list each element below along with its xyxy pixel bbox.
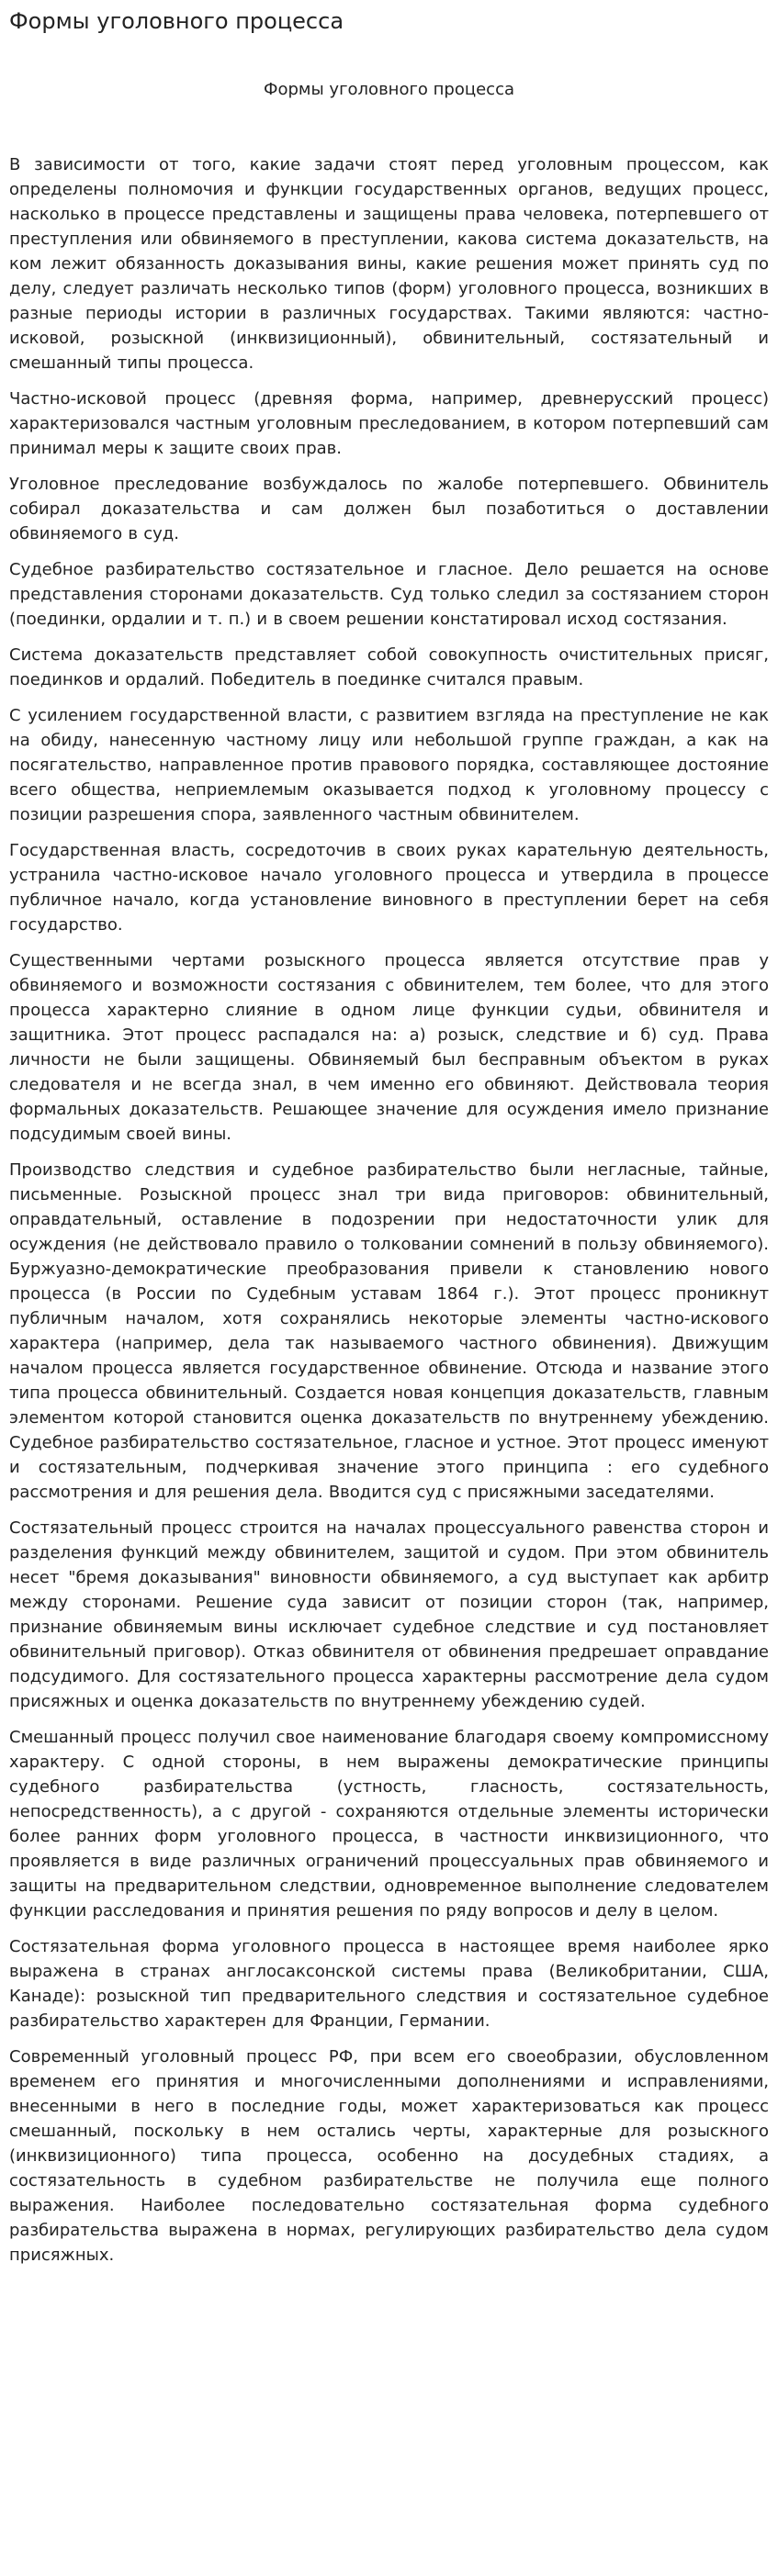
document-title: Формы уголовного процесса: [263, 80, 515, 99]
paragraph: Состязательная форма уголовного процесса в настоящее время наиболее ярко выражена в странах англосаксонской системы права (Великобритании, США, Канаде): розыскной тип предварительного следствия и состязательное судебное разбирательство характерен для Франции, Германии.: [9, 1937, 769, 2031]
paragraph: Смешанный процесс получил свое наименование благодаря своему компромиссному характеру. С одной стороны, в нем выражены демократические принципы судебного разбирательства (устность, гласность, состязательность, непосредственность), а с другой - сохраняются отдельные элементы исторически более ранних форм уголовного процесса, в частности инквизиционного, что проявляется в виде различных ограничений процессуальных прав обвиняемого и защиты на предварительном следствии, одновременное выполнение следователем функции расследования и принятия решения по ряду вопросов и делу в целом.: [9, 1728, 769, 1921]
paragraph: Судебное разбирательство состязательное и гласное. Дело решается на основе представления сторонами доказательств. Суд только следил за состязанием сторон (поединки, ордалии и т. п.) и в своем решении констатировал исход состязания.: [9, 560, 769, 629]
paragraph: Государственная власть, сосредоточив в своих руках карательную деятельность, устранила частно-исковое начало уголовного процесса и утвердила в процессе публичное начало, когда установление виновного в преступлении берет на себя государство.: [9, 841, 769, 935]
paragraph: Система доказательств представляет собой совокупность очистительных присяг, поединков и ордалий. Победитель в поединке считался правым.: [9, 645, 769, 689]
page-header: Формы уголовного процесса: [9, 8, 344, 34]
paragraph: Существенными чертами розыскного процесса является отсутствие прав у обвиняемого и возможности состязания с обвинителем, тем более, что для этого процесса характерно слияние в одном лице функции судьи, обвинителя и защитника. Этот процесс распадался на: а) розыск, следствие и б) суд. Права личности не были защищены. Обвиняемый был бесправным объектом в руках следователя и не всегда знал, в чем именно его обвиняют. Действовала теория формальных доказательств. Решающее значение для осуждения имело признание подсудимым своей вины.: [9, 951, 769, 1144]
paragraph: Уголовное преследование возбуждалось по жалобе потерпевшего. Обвинитель собирал доказательства и сам должен был позаботиться о доставлении обвиняемого в суд.: [9, 475, 769, 543]
paragraph: Современный уголовный процесс РФ, при всем его своеобразии, обусловленном временем его принятия и многочисленными дополнениями и исправлениями, внесенными в него в последние годы, может характеризоваться как процесс смешанный, поскольку в нем остались черты, характерные для розыскного (инквизиционного) типа процесса, особенно на досудебных стадиях, а состязательность в судебном разбирательстве не получила еще полного выражения. Наиболее последовательно состязательная форма судебного разбирательства выражена в нормах, регулирующих разбирательство дела судом присяжных.: [9, 2047, 769, 2265]
paragraph: Состязательный процесс строится на началах процессуального равенства сторон и разделения функций между обвинителем, защитой и судом. При этом обвинитель несет "бремя доказывания" виновности обвиняемого, а суд выступает как арбитр между сторонами. Решение суда зависит от позиции сторон (так, например, признание обвиняемым вины исключает судебное следствие и суд постановляет обвинительный приговор). Отказ обвинителя от обвинения предрешает оправдание подсудимого. Для состязательного процесса характерны рассмотрение дела судом присяжных и оценка доказательств по внутреннему убеждению судей.: [9, 1518, 769, 1711]
document-body: [9, 152, 769, 2268]
paragraph: С усилением государственной власти, с развитием взгляда на преступление не как на обиду, нанесенную частному лицу или небольшой группе граждан, а как на посягательство, направленное против правового порядка, составляющее достояние всего общества, неприемлемым оказывается подход к уголовному процессу с позиции разрешения спора, заявленного частным обвинителем.: [9, 706, 769, 824]
paragraph: Производство следствия и судебное разбирательство были негласные, тайные, письменные. Розыскной процесс знал три вида приговоров: обвинительный, оправдательный, оставление в подозрении при недостаточности улик для осуждения (не действовало правило о толковании сомнений в пользу обвиняемого). Буржуазно-демократические преобразования привели к становлению нового процесса (в России по Судебным уставам 1864 г.). Этот процесс проникнут публичным началом, хотя сохранялись некоторые элементы частно-искового характера (например, дела так называемого частного обвинения). Движущим началом процесса является государственное обвинение. Отсюда и название этого типа процесса обвинительный. Создается новая концепция доказательств, главным элементом которой становится оценка доказательств по внутреннему убеждению. Судебное разбирательство состязательное, гласное и устное. Этот процесс именуют и состязательным, подчеркивая значение этого принципа : его судебного рассмотрения и для решения дела. Вводится суд с присяжными заседателями.: [9, 1160, 769, 1502]
paragraph: Частно-исковой процесс (древняя форма, например, древнерусский процесс) характеризовался частным уголовным преследованием, в котором потерпевший сам принимал меры к защите своих прав.: [9, 389, 769, 458]
paragraph: В зависимости от того, какие задачи стоят перед уголовным процессом, как определены полномочия и функции государственных органов, ведущих процесс, насколько в процессе представлены и защищены права человека, потерпевшего от преступления или обвиняемого в преступлении, какова система доказательств, на ком лежит обязанность доказывания вины, какие решения может принять суд по делу, следует различать несколько типов (форм) уголовного процесса, возникших в разные периоды истории в различных государствах. Такими являются: частно-исковой, розыскной (инквизиционный), обвинительный, состязательный и смешанный типы процесса.: [9, 155, 769, 373]
